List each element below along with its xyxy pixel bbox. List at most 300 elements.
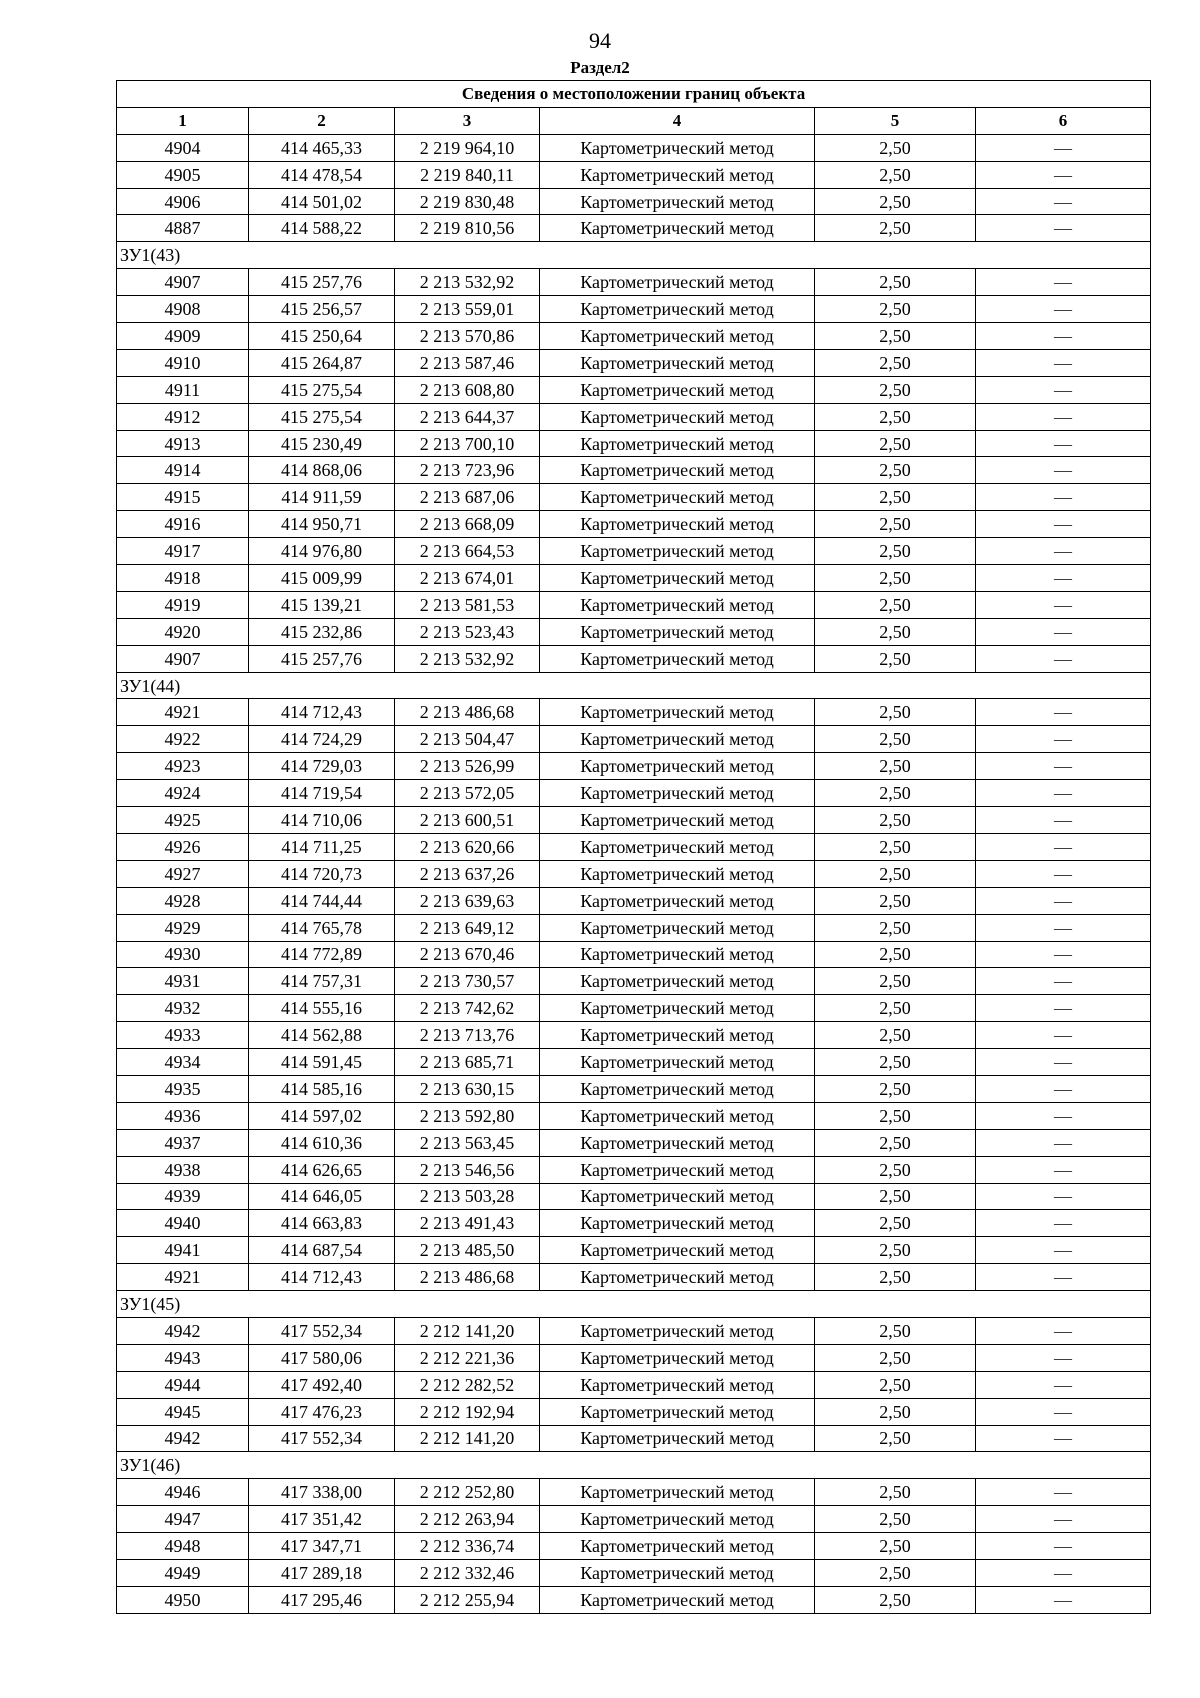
section-title: Раздел2 (570, 58, 630, 77)
method-cell: Картометрический метод (540, 1398, 815, 1425)
table-row (117, 1049, 1151, 1076)
note-cell: — (976, 134, 1151, 161)
table-row (117, 995, 1151, 1022)
accuracy-cell: 2,50 (815, 780, 976, 807)
y-coordinate-cell: 2 213 670,46 (395, 941, 540, 968)
column-header-row (117, 107, 1151, 134)
point-number-cell: 4940 (117, 1210, 249, 1237)
accuracy-cell: 2,50 (815, 1479, 976, 1506)
table-row (117, 511, 1151, 538)
column-header: 2 (249, 107, 395, 134)
table-row (117, 215, 1151, 242)
y-coordinate-cell: 2 213 630,15 (395, 1075, 540, 1102)
method-cell: Картометрический метод (540, 1210, 815, 1237)
y-coordinate-cell: 2 213 600,51 (395, 807, 540, 834)
method-cell: Картометрический метод (540, 780, 815, 807)
note-cell: — (976, 1533, 1151, 1560)
y-coordinate-cell: 2 213 587,46 (395, 349, 540, 376)
x-coordinate-cell: 417 580,06 (249, 1344, 395, 1371)
y-coordinate-cell: 2 212 282,52 (395, 1371, 540, 1398)
x-coordinate-cell: 414 663,83 (249, 1210, 395, 1237)
point-number-cell: 4947 (117, 1506, 249, 1533)
x-coordinate-cell: 414 719,54 (249, 780, 395, 807)
method-cell: Картометрический метод (540, 1156, 815, 1183)
x-coordinate-cell: 415 250,64 (249, 323, 395, 350)
method-cell: Картометрический метод (540, 269, 815, 296)
method-cell: Картометрический метод (540, 1559, 815, 1586)
table-row (117, 753, 1151, 780)
method-cell: Картометрический метод (540, 188, 815, 215)
y-coordinate-cell: 2 213 486,68 (395, 1264, 540, 1291)
table-row (117, 1317, 1151, 1344)
accuracy-cell: 2,50 (815, 1102, 976, 1129)
x-coordinate-cell: 414 868,06 (249, 457, 395, 484)
table-row (117, 430, 1151, 457)
accuracy-cell: 2,50 (815, 887, 976, 914)
accuracy-cell: 2,50 (815, 914, 976, 941)
point-number-cell: 4887 (117, 215, 249, 242)
x-coordinate-cell: 417 492,40 (249, 1371, 395, 1398)
x-coordinate-cell: 415 230,49 (249, 430, 395, 457)
y-coordinate-cell: 2 213 620,66 (395, 833, 540, 860)
table-row (117, 1371, 1151, 1398)
point-number-cell: 4916 (117, 511, 249, 538)
accuracy-cell: 2,50 (815, 269, 976, 296)
note-cell: — (976, 161, 1151, 188)
point-number-cell: 4928 (117, 887, 249, 914)
x-coordinate-cell: 415 275,54 (249, 403, 395, 430)
table-row (117, 349, 1151, 376)
accuracy-cell: 2,50 (815, 1049, 976, 1076)
accuracy-cell: 2,50 (815, 188, 976, 215)
accuracy-cell: 2,50 (815, 1398, 976, 1425)
table-row (117, 860, 1151, 887)
method-cell: Картометрический метод (540, 538, 815, 565)
point-number-cell: 4948 (117, 1533, 249, 1560)
note-cell: — (976, 995, 1151, 1022)
x-coordinate-cell: 417 351,42 (249, 1506, 395, 1533)
method-cell: Картометрический метод (540, 1425, 815, 1452)
y-coordinate-cell: 2 213 639,63 (395, 887, 540, 914)
y-coordinate-cell: 2 213 723,96 (395, 457, 540, 484)
x-coordinate-cell: 414 772,89 (249, 941, 395, 968)
accuracy-cell: 2,50 (815, 376, 976, 403)
table-row (117, 1344, 1151, 1371)
method-cell: Картометрический метод (540, 753, 815, 780)
method-cell: Картометрический метод (540, 645, 815, 672)
x-coordinate-cell: 414 591,45 (249, 1049, 395, 1076)
x-coordinate-cell: 417 295,46 (249, 1586, 395, 1613)
accuracy-cell: 2,50 (815, 215, 976, 242)
method-cell: Картометрический метод (540, 457, 815, 484)
note-cell: — (976, 376, 1151, 403)
point-number-cell: 4932 (117, 995, 249, 1022)
x-coordinate-cell: 414 976,80 (249, 538, 395, 565)
table-row (117, 134, 1151, 161)
accuracy-cell: 2,50 (815, 538, 976, 565)
table-row (117, 1264, 1151, 1291)
table-row (117, 538, 1151, 565)
accuracy-cell: 2,50 (815, 1425, 976, 1452)
method-cell: Картометрический метод (540, 323, 815, 350)
y-coordinate-cell: 2 213 503,28 (395, 1183, 540, 1210)
method-cell: Картометрический метод (540, 403, 815, 430)
y-coordinate-cell: 2 212 263,94 (395, 1506, 540, 1533)
method-cell: Картометрический метод (540, 699, 815, 726)
table-row (117, 1425, 1151, 1452)
method-cell: Картометрический метод (540, 591, 815, 618)
table-row (117, 1022, 1151, 1049)
y-coordinate-cell: 2 213 572,05 (395, 780, 540, 807)
point-number-cell: 4946 (117, 1479, 249, 1506)
table-row (117, 591, 1151, 618)
y-coordinate-cell: 2 213 592,80 (395, 1102, 540, 1129)
note-cell: — (976, 1425, 1151, 1452)
table-row (117, 1506, 1151, 1533)
table-row (117, 887, 1151, 914)
note-cell: — (976, 349, 1151, 376)
x-coordinate-cell: 414 588,22 (249, 215, 395, 242)
method-cell: Картометрический метод (540, 484, 815, 511)
table-row (117, 484, 1151, 511)
note-cell: — (976, 833, 1151, 860)
method-cell: Картометрический метод (540, 296, 815, 323)
method-cell: Картометрический метод (540, 968, 815, 995)
table-row (117, 618, 1151, 645)
y-coordinate-cell: 2 213 546,56 (395, 1156, 540, 1183)
x-coordinate-cell: 414 765,78 (249, 914, 395, 941)
point-number-cell: 4914 (117, 457, 249, 484)
y-coordinate-cell: 2 213 687,06 (395, 484, 540, 511)
accuracy-cell: 2,50 (815, 1506, 976, 1533)
table-row (117, 323, 1151, 350)
method-cell: Картометрический метод (540, 1102, 815, 1129)
y-coordinate-cell: 2 212 255,94 (395, 1586, 540, 1613)
point-number-cell: 4934 (117, 1049, 249, 1076)
accuracy-cell: 2,50 (815, 1264, 976, 1291)
accuracy-cell: 2,50 (815, 349, 976, 376)
accuracy-cell: 2,50 (815, 565, 976, 592)
point-number-cell: 4927 (117, 860, 249, 887)
y-coordinate-cell: 2 213 668,09 (395, 511, 540, 538)
y-coordinate-cell: 2 213 563,45 (395, 1129, 540, 1156)
table-row (117, 161, 1151, 188)
method-cell: Картометрический метод (540, 1237, 815, 1264)
accuracy-cell: 2,50 (815, 645, 976, 672)
method-cell: Картометрический метод (540, 1586, 815, 1613)
note-cell: — (976, 1049, 1151, 1076)
y-coordinate-cell: 2 213 485,50 (395, 1237, 540, 1264)
accuracy-cell: 2,50 (815, 1237, 976, 1264)
note-cell: — (976, 699, 1151, 726)
y-coordinate-cell: 2 212 336,74 (395, 1533, 540, 1560)
note-cell: — (976, 1344, 1151, 1371)
note-cell: — (976, 1156, 1151, 1183)
point-number-cell: 4930 (117, 941, 249, 968)
point-number-cell: 4904 (117, 134, 249, 161)
accuracy-cell: 2,50 (815, 1371, 976, 1398)
y-coordinate-cell: 2 213 486,68 (395, 699, 540, 726)
x-coordinate-cell: 414 501,02 (249, 188, 395, 215)
note-cell: — (976, 591, 1151, 618)
y-coordinate-cell: 2 213 674,01 (395, 565, 540, 592)
table-row (117, 699, 1151, 726)
group-header-row (117, 242, 1151, 269)
x-coordinate-cell: 414 597,02 (249, 1102, 395, 1129)
column-header: 5 (815, 107, 976, 134)
table-row (117, 565, 1151, 592)
method-cell: Картометрический метод (540, 349, 815, 376)
x-coordinate-cell: 414 712,43 (249, 699, 395, 726)
point-number-cell: 4913 (117, 430, 249, 457)
point-number-cell: 4931 (117, 968, 249, 995)
column-header: 3 (395, 107, 540, 134)
point-number-cell: 4925 (117, 807, 249, 834)
note-cell: — (976, 1075, 1151, 1102)
accuracy-cell: 2,50 (815, 860, 976, 887)
x-coordinate-cell: 414 626,65 (249, 1156, 395, 1183)
x-coordinate-cell: 417 552,34 (249, 1425, 395, 1452)
accuracy-cell: 2,50 (815, 941, 976, 968)
note-cell: — (976, 1586, 1151, 1613)
accuracy-cell: 2,50 (815, 968, 976, 995)
note-cell: — (976, 807, 1151, 834)
note-cell: — (976, 753, 1151, 780)
point-number-cell: 4905 (117, 161, 249, 188)
table-row (117, 1533, 1151, 1560)
table-row (117, 1586, 1151, 1613)
point-number-cell: 4921 (117, 1264, 249, 1291)
x-coordinate-cell: 415 139,21 (249, 591, 395, 618)
y-coordinate-cell: 2 213 581,53 (395, 591, 540, 618)
point-number-cell: 4942 (117, 1317, 249, 1344)
y-coordinate-cell: 2 213 532,92 (395, 645, 540, 672)
accuracy-cell: 2,50 (815, 995, 976, 1022)
note-cell: — (976, 1506, 1151, 1533)
y-coordinate-cell: 2 213 685,71 (395, 1049, 540, 1076)
note-cell: — (976, 1398, 1151, 1425)
x-coordinate-cell: 414 711,25 (249, 833, 395, 860)
note-cell: — (976, 968, 1151, 995)
y-coordinate-cell: 2 213 532,92 (395, 269, 540, 296)
note-cell: — (976, 887, 1151, 914)
note-cell: — (976, 1102, 1151, 1129)
accuracy-cell: 2,50 (815, 1586, 976, 1613)
table-row (117, 833, 1151, 860)
accuracy-cell: 2,50 (815, 1156, 976, 1183)
accuracy-cell: 2,50 (815, 1210, 976, 1237)
table-row (117, 1559, 1151, 1586)
y-coordinate-cell: 2 213 523,43 (395, 618, 540, 645)
point-number-cell: 4907 (117, 269, 249, 296)
x-coordinate-cell: 415 264,87 (249, 349, 395, 376)
note-cell: — (976, 1317, 1151, 1344)
note-cell: — (976, 860, 1151, 887)
method-cell: Картометрический метод (540, 1506, 815, 1533)
y-coordinate-cell: 2 213 637,26 (395, 860, 540, 887)
table-row (117, 780, 1151, 807)
y-coordinate-cell: 2 213 644,37 (395, 403, 540, 430)
page-number: 94 (589, 28, 611, 53)
x-coordinate-cell: 417 476,23 (249, 1398, 395, 1425)
note-cell: — (976, 914, 1151, 941)
method-cell: Картометрический метод (540, 1264, 815, 1291)
x-coordinate-cell: 414 757,31 (249, 968, 395, 995)
accuracy-cell: 2,50 (815, 161, 976, 188)
x-coordinate-cell: 414 729,03 (249, 753, 395, 780)
point-number-cell: 4909 (117, 323, 249, 350)
table-row (117, 296, 1151, 323)
x-coordinate-cell: 415 232,86 (249, 618, 395, 645)
x-coordinate-cell: 414 585,16 (249, 1075, 395, 1102)
point-number-cell: 4915 (117, 484, 249, 511)
point-number-cell: 4906 (117, 188, 249, 215)
note-cell: — (976, 403, 1151, 430)
method-cell: Картометрический метод (540, 565, 815, 592)
point-number-cell: 4911 (117, 376, 249, 403)
note-cell: — (976, 1129, 1151, 1156)
table-row (117, 1398, 1151, 1425)
x-coordinate-cell: 414 610,36 (249, 1129, 395, 1156)
y-coordinate-cell: 2 213 559,01 (395, 296, 540, 323)
method-cell: Картометрический метод (540, 995, 815, 1022)
table-row (117, 914, 1151, 941)
method-cell: Картометрический метод (540, 1317, 815, 1344)
point-number-cell: 4936 (117, 1102, 249, 1129)
x-coordinate-cell: 414 720,73 (249, 860, 395, 887)
accuracy-cell: 2,50 (815, 296, 976, 323)
method-cell: Картометрический метод (540, 1129, 815, 1156)
point-number-cell: 4923 (117, 753, 249, 780)
point-number-cell: 4926 (117, 833, 249, 860)
method-cell: Картометрический метод (540, 376, 815, 403)
y-coordinate-cell: 2 212 332,46 (395, 1559, 540, 1586)
y-coordinate-cell: 2 212 141,20 (395, 1317, 540, 1344)
accuracy-cell: 2,50 (815, 1129, 976, 1156)
group-label: ЗУ1(43) (117, 242, 1151, 269)
accuracy-cell: 2,50 (815, 457, 976, 484)
table-row (117, 376, 1151, 403)
note-cell: — (976, 484, 1151, 511)
accuracy-cell: 2,50 (815, 1183, 976, 1210)
table-row (117, 403, 1151, 430)
point-number-cell: 4917 (117, 538, 249, 565)
point-number-cell: 4941 (117, 1237, 249, 1264)
method-cell: Картометрический метод (540, 914, 815, 941)
y-coordinate-cell: 2 213 491,43 (395, 1210, 540, 1237)
note-cell: — (976, 323, 1151, 350)
y-coordinate-cell: 2 212 192,94 (395, 1398, 540, 1425)
x-coordinate-cell: 417 347,71 (249, 1533, 395, 1560)
point-number-cell: 4943 (117, 1344, 249, 1371)
accuracy-cell: 2,50 (815, 1559, 976, 1586)
method-cell: Картометрический метод (540, 161, 815, 188)
note-cell: — (976, 188, 1151, 215)
x-coordinate-cell: 414 911,59 (249, 484, 395, 511)
note-cell: — (976, 538, 1151, 565)
point-number-cell: 4907 (117, 645, 249, 672)
accuracy-cell: 2,50 (815, 1075, 976, 1102)
note-cell: — (976, 941, 1151, 968)
group-header-row (117, 1291, 1151, 1318)
x-coordinate-cell: 417 552,34 (249, 1317, 395, 1344)
group-label: ЗУ1(46) (117, 1452, 1151, 1479)
point-number-cell: 4950 (117, 1586, 249, 1613)
method-cell: Картометрический метод (540, 1049, 815, 1076)
note-cell: — (976, 269, 1151, 296)
column-header: 6 (976, 107, 1151, 134)
x-coordinate-cell: 414 744,44 (249, 887, 395, 914)
table-row (117, 726, 1151, 753)
x-coordinate-cell: 415 009,99 (249, 565, 395, 592)
y-coordinate-cell: 2 219 840,11 (395, 161, 540, 188)
table-row (117, 1102, 1151, 1129)
table-row (117, 188, 1151, 215)
note-cell: — (976, 457, 1151, 484)
note-cell: — (976, 565, 1151, 592)
group-header-row (117, 672, 1151, 699)
note-cell: — (976, 1022, 1151, 1049)
point-number-cell: 4920 (117, 618, 249, 645)
y-coordinate-cell: 2 219 964,10 (395, 134, 540, 161)
y-coordinate-cell: 2 213 700,10 (395, 430, 540, 457)
method-cell: Картометрический метод (540, 726, 815, 753)
method-cell: Картометрический метод (540, 860, 815, 887)
y-coordinate-cell: 2 219 830,48 (395, 188, 540, 215)
column-header: 1 (117, 107, 249, 134)
x-coordinate-cell: 414 712,43 (249, 1264, 395, 1291)
point-number-cell: 4912 (117, 403, 249, 430)
accuracy-cell: 2,50 (815, 618, 976, 645)
method-cell: Картометрический метод (540, 807, 815, 834)
accuracy-cell: 2,50 (815, 484, 976, 511)
accuracy-cell: 2,50 (815, 591, 976, 618)
y-coordinate-cell: 2 212 252,80 (395, 1479, 540, 1506)
accuracy-cell: 2,50 (815, 807, 976, 834)
note-cell: — (976, 1559, 1151, 1586)
note-cell: — (976, 511, 1151, 538)
table-row (117, 1156, 1151, 1183)
method-cell: Картометрический метод (540, 1533, 815, 1560)
note-cell: — (976, 1264, 1151, 1291)
point-number-cell: 4922 (117, 726, 249, 753)
x-coordinate-cell: 417 289,18 (249, 1559, 395, 1586)
method-cell: Картометрический метод (540, 887, 815, 914)
note-cell: — (976, 1479, 1151, 1506)
x-coordinate-cell: 414 687,54 (249, 1237, 395, 1264)
y-coordinate-cell: 2 213 570,86 (395, 323, 540, 350)
point-number-cell: 4944 (117, 1371, 249, 1398)
point-number-cell: 4937 (117, 1129, 249, 1156)
point-number-cell: 4929 (117, 914, 249, 941)
method-cell: Картометрический метод (540, 1344, 815, 1371)
point-number-cell: 4933 (117, 1022, 249, 1049)
note-cell: — (976, 430, 1151, 457)
note-cell: — (976, 1237, 1151, 1264)
y-coordinate-cell: 2 213 742,62 (395, 995, 540, 1022)
note-cell: — (976, 726, 1151, 753)
x-coordinate-cell: 414 710,06 (249, 807, 395, 834)
y-coordinate-cell: 2 213 608,80 (395, 376, 540, 403)
note-cell: — (976, 618, 1151, 645)
accuracy-cell: 2,50 (815, 1533, 976, 1560)
method-cell: Картометрический метод (540, 941, 815, 968)
x-coordinate-cell: 414 555,16 (249, 995, 395, 1022)
table-row (117, 1479, 1151, 1506)
accuracy-cell: 2,50 (815, 134, 976, 161)
table-row (117, 645, 1151, 672)
method-cell: Картометрический метод (540, 134, 815, 161)
